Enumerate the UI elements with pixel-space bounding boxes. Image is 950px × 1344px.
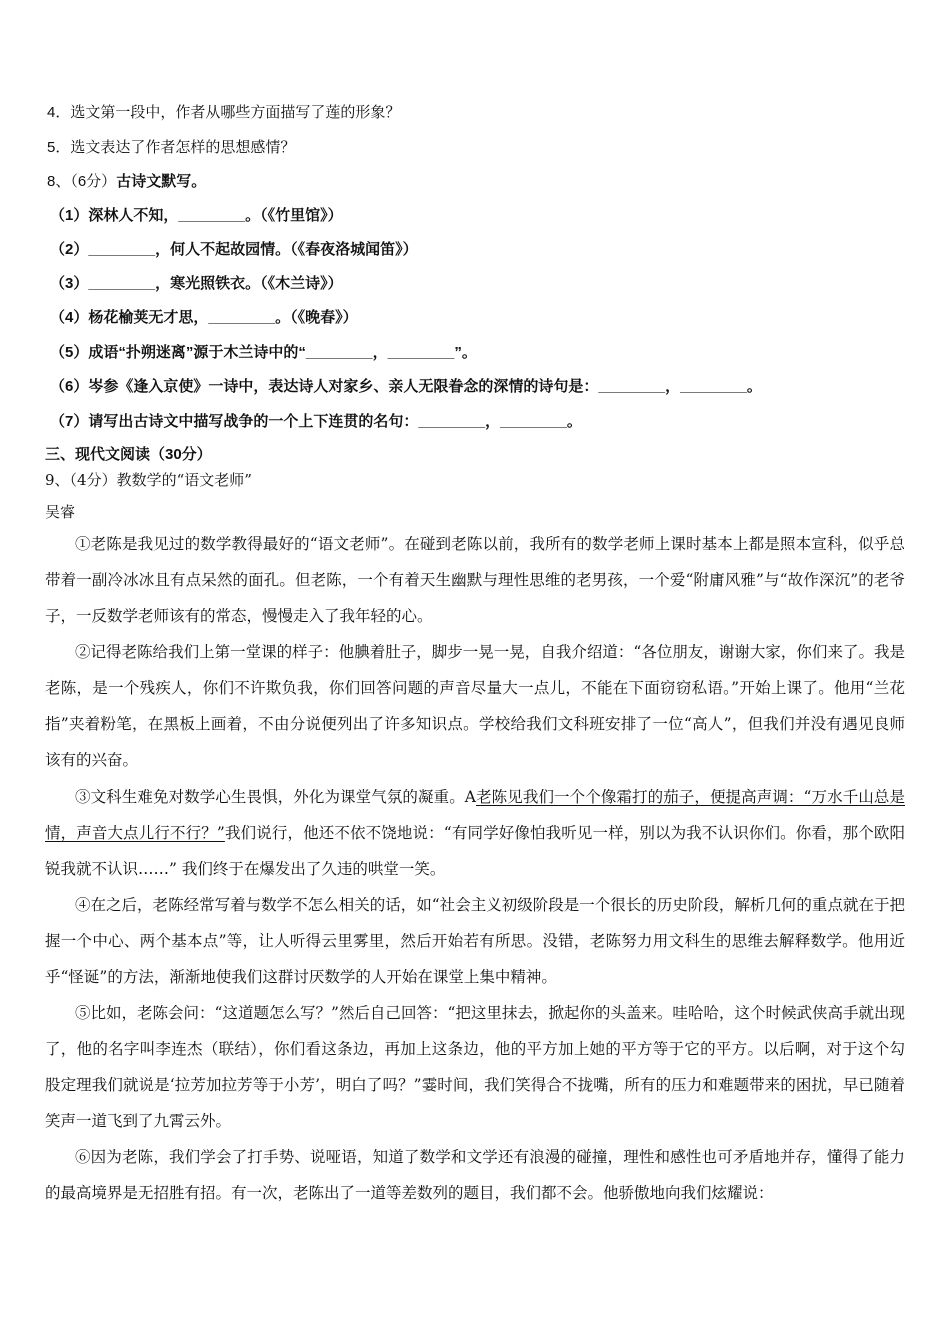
question-4: 4．选文第一段中，作者从哪些方面描写了莲的形象？ — [47, 104, 401, 121]
section-8-instruction: 古诗文默写。 — [116, 173, 207, 190]
article-paragraph-1: ①老陈是我见过的数学教得最好的“语文老师”。在碰到老陈以前，我所有的数学老师上课时基本上都是照本宣科，似乎总带着一副冷冰冰且有点呆然的面孔。但老陈，一个有着天生幽默与理性思维的老男孩，一个爱“附庸风雅”与“故作深沉”的老爷子，一反数学老师该有的常态，慢慢走入了我年轻的心。 — [45, 535, 905, 625]
section-8-score: 8、（6分） — [47, 173, 117, 190]
article-author: 吴睿 — [45, 503, 76, 521]
recitation-item-3: （3）________，寒光照铁衣。（《木兰诗》） — [50, 275, 343, 292]
paragraph-3-opening: ③文科生难免对数学心生畏惧，外化为课堂气氛的凝重。A — [75, 788, 476, 806]
recitation-item-6: （6）岑参《逢入京使》一诗中，表达诗人对家乡、亲人无限眷念的深情的诗句是：________，________。 — [50, 378, 762, 395]
recitation-item-4: （4）杨花榆荚无才思，________。（《晚春》） — [50, 309, 358, 326]
paragraph-3-rest: 我们说行，他还不依不饶地说：“有同学好像怕我听见一样，别以为我不认识你们。你看，那个欧阳锐我就不认识……” 我们终于在爆发出了久违的哄堂一笑。 — [45, 824, 905, 878]
recitation-item-7: （7）请写出古诗文中描写战争的一个上下连贯的名句：________，________。 — [50, 413, 582, 430]
recitation-item-1: （1）深林人不知，________。（《竹里馆》） — [50, 207, 343, 224]
article-paragraph-2: ②记得老陈给我们上第一堂课的样子：他腆着肚子，脚步一晃一晃，自我介绍道：“各位朋友，谢谢大家，你们来了。我是老陈，是一个残疾人，你们不许欺负我，你们回答问题的声音尽量大一点儿，不能在下面窃窃私语。”开始上课了。他用“兰花指”夹着粉笔，在黑板上画着，不由分说便列出了许多知识点。学校给我们文科班安排了一位“高人”，但我们并没有遇见良师该有的兴奋。 — [45, 643, 905, 769]
recitation-item-2: （2）________，何人不起故园情。（《春夜洛城闻笛》） — [50, 241, 418, 258]
section-8-title — [47, 170, 206, 191]
underlined-sentence-a: 老陈见我们一个个像霜打的茄子，便提高声调：“万水千山总是情，声音大点儿行不行？” — [45, 788, 905, 842]
section-3-heading: 三、现代文阅读（30分） — [45, 446, 212, 463]
question-5: 5．选文表达了作者怎样的思想感情？ — [47, 139, 296, 156]
article-paragraph-6: ⑥因为老陈，我们学会了打手势、说哑语，知道了数学和文学还有浪漫的碰撞，理性和感性也可矛盾地并存，懂得了能力的最高境界是无招胜有招。有一次，老陈出了一道等差数列的题目，我们都不会。他骄傲地向我们炫耀说： — [45, 1148, 905, 1202]
recitation-item-5: （5）成语“扑朔迷离”源于木兰诗中的“________，________”。 — [50, 344, 477, 361]
article-paragraph-5: ⑤比如，老陈会问：“这道题怎么写？”然后自己回答：“把这里抹去，掀起你的头盖来。哇哈哈，这个时候武侠高手就出现了，他的名字叫李连杰（联结），你们看这条边，再加上这条边，他的平方加上她的平方等于它的平方。以后啊，对于这个勾股定理我们就说是‘拉芳加拉芳等于小芳’，明白了吗？”霎时间，我们笑得合不拢嘴，所有的压力和难题带来的困扰，早已随着笑声一道飞到了九霄云外。 — [45, 1004, 905, 1130]
article-paragraph-3 — [45, 779, 905, 887]
article-paragraph-4: ④在之后，老陈经常写着与数学不怎么相关的话，如“社会主义初级阶段是一个很长的历史阶段，解析几何的重点就在于把握一个中心、两个基本点”等，让人听得云里雾里，然后开始若有所思。没错，老陈努力用文科生的思维去解释数学。他用近乎“怪诞”的方法，渐渐地使我们这群讨厌数学的人开始在课堂上集中精神。 — [45, 896, 905, 986]
question-9-title: 9、（4分）教数学的“语文老师” — [45, 471, 252, 489]
